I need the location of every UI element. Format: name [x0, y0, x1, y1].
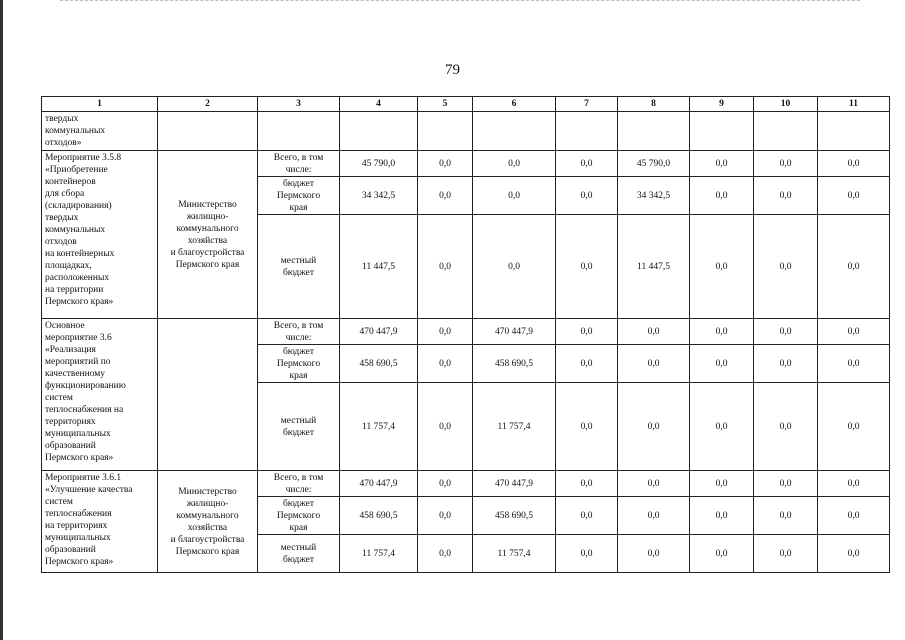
amount-cell: 0,0 [818, 535, 890, 573]
amount-cell: 0,0 [690, 497, 754, 535]
amount-cell: 0,0 [618, 497, 690, 535]
amount-cell: 0,0 [556, 383, 618, 471]
amount-cell: 0,0 [418, 177, 473, 215]
funding-source-cell: Всего, в том числе: [258, 151, 340, 177]
amount-cell: 34 342,5 [618, 177, 690, 215]
amount-cell: 11 757,4 [473, 535, 556, 573]
amount-cell [754, 112, 818, 151]
funding-source-cell: местный бюджет [258, 383, 340, 471]
measure-name-cell: Мероприятие 3.6.1 «Улучшение качества систем теплоснабжения на территориях муниципальных образований Пермского края» [42, 471, 158, 573]
amount-cell: 470 447,9 [473, 471, 556, 497]
amount-cell: 0,0 [473, 151, 556, 177]
amount-cell: 0,0 [556, 535, 618, 573]
col-header: 8 [618, 97, 690, 112]
amount-cell: 0,0 [690, 383, 754, 471]
amount-cell: 0,0 [690, 471, 754, 497]
amount-cell: 0,0 [818, 345, 890, 383]
amount-cell: 0,0 [418, 151, 473, 177]
measure-name-cell: Основное мероприятие 3.6 «Реализация мероприятий по качественному функционированию систем теплоснабжения на территориях муниципальных образований Пермского края» [42, 319, 158, 471]
table-row [42, 471, 890, 497]
amount-cell: 45 790,0 [618, 151, 690, 177]
amount-cell: 0,0 [556, 215, 618, 319]
amount-cell: 458 690,5 [340, 345, 418, 383]
table-row [42, 112, 890, 151]
amount-cell: 0,0 [754, 151, 818, 177]
amount-cell: 11 757,4 [340, 535, 418, 573]
col-header: 5 [418, 97, 473, 112]
amount-cell: 0,0 [618, 383, 690, 471]
col-header: 2 [158, 97, 258, 112]
amount-cell [340, 112, 418, 151]
amount-cell: 0,0 [418, 215, 473, 319]
amount-cell: 0,0 [418, 345, 473, 383]
page-left-edge [0, 0, 3, 640]
executor-cell: Министерство жилищно- коммунального хозяйства и благоустройства Пермского края [158, 151, 258, 319]
table-row [42, 319, 890, 345]
funding-source-cell: бюджет Пермского края [258, 497, 340, 535]
amount-cell: 0,0 [418, 535, 473, 573]
amount-cell [473, 112, 556, 151]
amount-cell: 0,0 [556, 497, 618, 535]
amount-cell: 0,0 [818, 177, 890, 215]
amount-cell: 0,0 [618, 345, 690, 383]
amount-cell: 0,0 [556, 177, 618, 215]
measure-name-cell: Мероприятие 3.5.8 «Приобретение контейнеров для сбора (складирования) твердых коммунальных отходов на контейнерных площадках, расположенных на территории Пермского края» [42, 151, 158, 319]
executor-cell: Министерство жилищно- коммунального хозяйства и благоустройства Пермского края [158, 471, 258, 573]
funding-source-cell: Всего, в том числе: [258, 471, 340, 497]
amount-cell: 11 447,5 [618, 215, 690, 319]
amount-cell: 0,0 [754, 319, 818, 345]
header-row [42, 97, 890, 112]
amount-cell: 470 447,9 [340, 319, 418, 345]
amount-cell: 0,0 [754, 383, 818, 471]
amount-cell: 0,0 [618, 535, 690, 573]
amount-cell: 0,0 [690, 215, 754, 319]
amount-cell: 0,0 [818, 215, 890, 319]
amount-cell: 458 690,5 [473, 497, 556, 535]
amount-cell: 0,0 [556, 471, 618, 497]
amount-cell: 0,0 [690, 151, 754, 177]
col-header: 4 [340, 97, 418, 112]
amount-cell: 0,0 [818, 319, 890, 345]
amount-cell: 34 342,5 [340, 177, 418, 215]
funding-source-cell: местный бюджет [258, 535, 340, 573]
amount-cell [556, 112, 618, 151]
funding-source-cell: Всего, в том числе: [258, 319, 340, 345]
funding-source-cell: местный бюджет [258, 215, 340, 319]
executor-cell [158, 112, 258, 151]
amount-cell: 0,0 [818, 383, 890, 471]
amount-cell: 0,0 [754, 471, 818, 497]
amount-cell: 0,0 [473, 215, 556, 319]
col-header: 11 [818, 97, 890, 112]
amount-cell: 0,0 [818, 151, 890, 177]
funding-source-cell: бюджет Пермского края [258, 345, 340, 383]
amount-cell: 470 447,9 [340, 471, 418, 497]
amount-cell: 0,0 [818, 497, 890, 535]
amount-cell: 0,0 [556, 345, 618, 383]
amount-cell: 0,0 [418, 319, 473, 345]
amount-cell: 470 447,9 [473, 319, 556, 345]
funding-source-cell: бюджет Пермского края [258, 177, 340, 215]
amount-cell: 0,0 [754, 345, 818, 383]
page-top-edge [60, 0, 860, 2]
amount-cell: 11 757,4 [340, 383, 418, 471]
amount-cell: 458 690,5 [473, 345, 556, 383]
amount-cell: 0,0 [754, 535, 818, 573]
amount-cell: 458 690,5 [340, 497, 418, 535]
amount-cell: 0,0 [754, 177, 818, 215]
funding-source-cell [258, 112, 340, 151]
col-header: 3 [258, 97, 340, 112]
amount-cell: 0,0 [618, 319, 690, 345]
col-header: 1 [42, 97, 158, 112]
executor-cell [158, 319, 258, 471]
budget-table [41, 96, 890, 573]
amount-cell: 0,0 [690, 319, 754, 345]
amount-cell: 0,0 [618, 471, 690, 497]
amount-cell: 0,0 [818, 471, 890, 497]
amount-cell [818, 112, 890, 151]
measure-name-cell: твердых коммунальных отходов» [42, 112, 158, 151]
amount-cell: 0,0 [418, 383, 473, 471]
col-header: 7 [556, 97, 618, 112]
amount-cell: 0,0 [556, 151, 618, 177]
col-header: 9 [690, 97, 754, 112]
amount-cell: 11 447,5 [340, 215, 418, 319]
col-header: 10 [754, 97, 818, 112]
amount-cell: 11 757,4 [473, 383, 556, 471]
amount-cell: 0,0 [473, 177, 556, 215]
amount-cell: 0,0 [556, 319, 618, 345]
amount-cell: 0,0 [754, 215, 818, 319]
table-body [42, 112, 890, 573]
amount-cell: 0,0 [754, 497, 818, 535]
amount-cell: 45 790,0 [340, 151, 418, 177]
page-number: 79 [445, 62, 460, 78]
amount-cell: 0,0 [690, 535, 754, 573]
amount-cell [618, 112, 690, 151]
amount-cell: 0,0 [690, 177, 754, 215]
amount-cell [690, 112, 754, 151]
amount-cell: 0,0 [690, 345, 754, 383]
col-header: 6 [473, 97, 556, 112]
amount-cell [418, 112, 473, 151]
amount-cell: 0,0 [418, 497, 473, 535]
amount-cell: 0,0 [418, 471, 473, 497]
table-row [42, 151, 890, 177]
